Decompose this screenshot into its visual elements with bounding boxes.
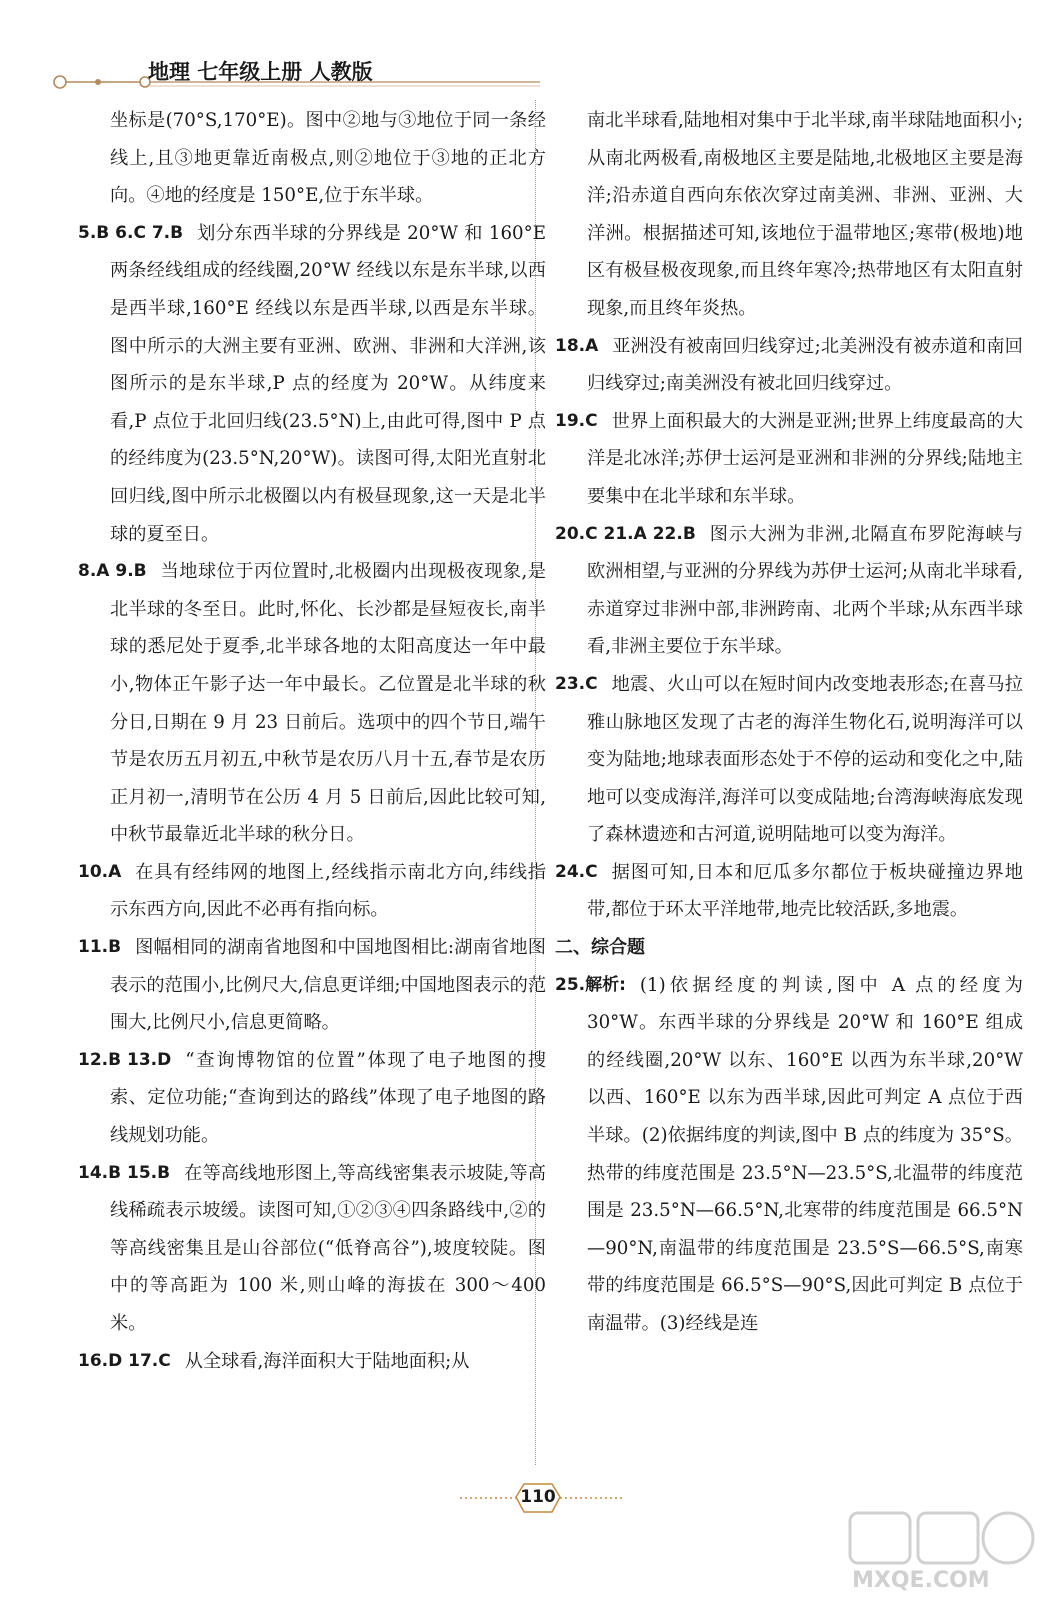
answer-text: “查询博物馆的位置”体现了电子地图的搜索、定位功能;“查询到达的路线”体现了电子地图的路线规划功能。	[110, 1049, 546, 1147]
answer-number: 25.解析:	[555, 974, 626, 995]
answer-text: 图示大洲为非洲,北隔直布罗陀海峡与欧洲相望,与亚洲的分界线为苏伊士运河;从南北半球看,赤道穿过非洲中部,非洲跨南、北两个半球;从东西半球看,非洲主要位于东半球。	[587, 523, 1024, 658]
page-footer	[420, 1478, 660, 1518]
answer-item	[78, 929, 546, 1042]
answer-text: 当地球位于丙位置时,北极圈内出现极夜现象,是北半球的冬至日。此时,怀化、长沙都是昼短夜长,南半球的悉尼处于夏季,北半球各地的太阳高度达一年中最小,物体正午影子达一年中最长。乙位置是北半球的秋分日,日期在 9 月 23 日前后。选项中的四个节日,端午节是农历五月初五,中秋节是农历八月十五,春节是农历正月初一,清明节在公历 4 月 5 日前后,因此比较可知,中秋节最靠近北半球的秋分日。	[110, 561, 546, 846]
page-number: 110	[520, 1487, 556, 1507]
answer-text: (1)依据经度的判读,图中 A 点的经度为 30°W。东西半球的分界线是 20°W 和 160°E 组成的经线圈,20°W 以东、160°E 以西为东半球,20°W 以西、160°E 以东为西半球,因此可判定 A 点位于西半球。(2)依据纬度的判读,图中 B 点的纬度为 35°S。热带的纬度范围是 23.5°N—23.5°S,北温带的纬度范围是 23.5°N—66.5°N,北寒带的纬度范围是 66.5°N—90°N,南温带的纬度范围是 23.5°S—66.5°S,南寒带的纬度范围是 66.5°S—90°S,因此可判定 B 点位于南温带。(3)经线是连	[587, 974, 1023, 1334]
answer-text: 据图可知,日本和厄瓜多尔都位于板块碰撞边界地带,都位于环太平洋地带,地壳比较活跃,多地震。	[587, 861, 1023, 921]
section-heading: 二、综合题	[555, 937, 645, 959]
answer-text: 在等高线地形图上,等高线密集表示坡陡,等高线稀疏表示坡缓。读图可知,①②③④四条路线中,②的等高线密集且是山谷部位(“低脊高谷”),坡度较陡。图中的等高距为 100 米,则山峰的海拔在 300～400 米。	[110, 1162, 546, 1334]
answer-item	[78, 102, 546, 215]
answer-number: 16.D 17.C	[78, 1350, 171, 1371]
answer-item	[555, 328, 1023, 403]
answer-text: 南北半球看,陆地相对集中于北半球,南半球陆地面积小;从南北两极看,南极地区主要是陆地,北极地区主要是海洋;沿赤道自西向东依次穿过南美洲、非洲、亚洲、大洋洲。根据描述可知,该地位于温带地区;寒带(极地)地区有极昼极夜现象,而且终年寒冷;热带地区有太阳直射现象,而且终年炎热。	[587, 110, 1024, 319]
answer-item	[78, 1343, 546, 1381]
watermark-text: MXQE.COM	[852, 1568, 990, 1593]
answer-text: 世界上面积最大的大洲是亚洲;世界上纬度最高的大洋是北冰洋;苏伊士运河是亚洲和非洲的分界线;陆地主要集中在北半球和东半球。	[587, 410, 1023, 507]
answer-number: 11.B	[78, 937, 122, 958]
answer-number: 18.A	[555, 335, 599, 356]
answer-item	[78, 1042, 546, 1155]
answer-text: 划分东西半球的分界线是 20°W 和 160°E 两条经线组成的经线圈,20°W 经线以东是东半球,以西是西半球,160°E 经线以东是西半球,以西是东半球。图中所示的大洲主要有亚洲、欧洲、非洲和大洋洲,该图所示的是东半球,P 点的经度为 20°W。从纬度来看,P 点位于北回归线(23.5°N)上,由此可得,图中 P 点的经纬度为(23.5°N,20°W)。读图可得,太阳光直射北回归线,图中所示北极圈以内有极昼现象,这一天是北半球的夏至日。	[110, 222, 546, 545]
answer-item	[78, 1155, 546, 1343]
right-column	[555, 102, 1023, 1343]
page-header	[40, 52, 560, 102]
answer-item	[555, 854, 1023, 929]
header-title: 地理 七年级上册 人教版	[148, 60, 373, 84]
answer-number: 5.B 6.C 7.B	[78, 222, 184, 243]
answer-item	[78, 553, 546, 854]
answer-number: 8.A 9.B	[78, 561, 147, 582]
answer-number: 20.C 21.A 22.B	[555, 523, 696, 544]
answer-item	[555, 516, 1023, 666]
answer-number: 12.B 13.D	[78, 1049, 172, 1070]
watermark-logo	[842, 1505, 1042, 1595]
answer-item	[555, 967, 1023, 1343]
answer-item	[555, 666, 1023, 854]
answer-item	[555, 403, 1023, 516]
answer-item	[78, 854, 546, 929]
answer-text: 从全球看,海洋面积大于陆地面积;从	[184, 1350, 470, 1372]
answer-item	[78, 215, 546, 553]
answer-text: 坐标是(70°S,170°E)。图中②地与③地位于同一条经线上,且③地更靠近南极点,则②地位于③地的正北方向。④地的经度是 150°E,位于东半球。	[110, 110, 546, 207]
answer-text: 图幅相同的湖南省地图和中国地图相比:湖南省地图表示的范围小,比例尺大,信息更详细;中国地图表示的范围大,比例尺小,信息更简略。	[110, 937, 547, 1034]
answer-text: 在具有经纬网的地图上,经线指示南北方向,纬线指示东西方向,因此不必再有指向标。	[110, 861, 546, 921]
answer-number: 14.B 15.B	[78, 1162, 171, 1183]
answer-text: 亚洲没有被南回归线穿过;北美洲没有被赤道和南回归线穿过;南美洲没有被北回归线穿过。	[587, 335, 1023, 395]
left-column	[78, 102, 546, 1380]
answer-text: 地震、火山可以在短时间内改变地表形态;在喜马拉雅山脉地区发现了古老的海洋生物化石,说明海洋可以变为陆地;地球表面形态处于不停的运动和变化之中,陆地可以变成海洋,海洋可以变成陆地;台湾海峡海底发现了森林遗迹和古河道,说明陆地可以变为海洋。	[587, 673, 1023, 846]
answer-number: 10.A	[78, 861, 122, 882]
answer-number: 23.C	[555, 673, 598, 694]
answer-item	[555, 102, 1023, 328]
answer-number: 24.C	[555, 861, 598, 882]
answer-number: 19.C	[555, 410, 598, 431]
